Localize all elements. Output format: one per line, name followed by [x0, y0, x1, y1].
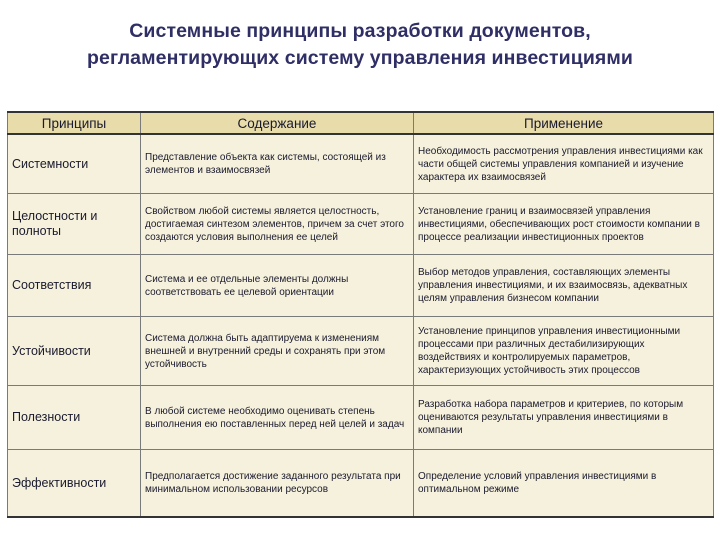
table-row [8, 255, 714, 317]
principle-cell: Целостности и полноты [8, 194, 141, 255]
principle-cell: Полезности [8, 386, 141, 450]
page-title [0, 18, 720, 72]
page-title-line-2: регламентирующих систему управления инвестициями [87, 47, 633, 69]
principle-cell: Соответствия [8, 255, 141, 317]
page-title-line-1: Системные принципы разработки документов, [129, 20, 591, 42]
header-principle: Принципы [8, 112, 141, 134]
table-row [8, 317, 714, 386]
content-cell: Предполагается достижение заданного результата при минимальном использовании ресурсов [141, 450, 414, 518]
table-row [8, 134, 714, 194]
application-cell: Необходимость рассмотрения управления инвестициями как части общей системы управления компанией и изучение характера их взаимосвязей [414, 134, 714, 194]
table-row [8, 386, 714, 450]
table-row [8, 450, 714, 518]
content-cell: Система и ее отдельные элементы должны соответствовать ее целевой ориентации [141, 255, 414, 317]
content-cell: Свойством любой системы является целостность, достигаемая синтезом элементов, причем за счет этого создаются условия выполнения ее целей [141, 194, 414, 255]
application-cell: Установление принципов управления инвестиционными процессами при различных дестабилизирующих воздействиях и контролируемых параметров, характеризующих устойчивость этих процессов [414, 317, 714, 386]
header-content: Содержание [141, 112, 414, 134]
content-cell: В любой системе необходимо оценивать степень выполнения ею поставленных перед ней целей и задач [141, 386, 414, 450]
header-application: Применение [414, 112, 714, 134]
application-cell: Разработка набора параметров и критериев, по которым оцениваются результаты управления инвестициями в компании [414, 386, 714, 450]
table-header-row [8, 112, 714, 134]
content-cell: Представление объекта как системы, состоящей из элементов и взаимосвязей [141, 134, 414, 194]
application-cell: Установление границ и взаимосвязей управления инвестициями, обеспечивающих рост стоимости компании в процессе реализации инвестиционных проектов [414, 194, 714, 255]
principle-cell: Эффективности [8, 450, 141, 518]
table-row [8, 194, 714, 255]
principles-table [7, 111, 714, 518]
application-cell: Определение условий управления инвестициями в оптимальном режиме [414, 450, 714, 518]
principle-cell: Устойчивости [8, 317, 141, 386]
application-cell: Выбор методов управления, составляющих элементы управления инвестициями, и их взаимосвязь, адекватных целям управления бизнесом компании [414, 255, 714, 317]
content-cell: Система должна быть адаптируема к изменениям внешней и внутренний среды и сохранять при этом устойчивость [141, 317, 414, 386]
principle-cell: Системности [8, 134, 141, 194]
